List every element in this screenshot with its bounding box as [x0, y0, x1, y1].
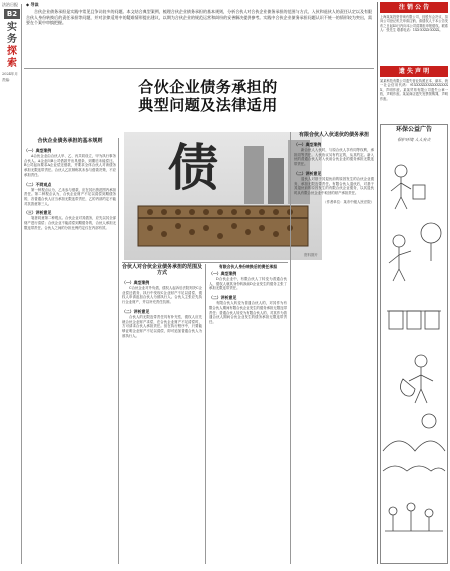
ad-title: 环保公益广告: [395, 126, 432, 133]
column-4: [294, 132, 374, 204]
page-number: B2: [4, 9, 20, 19]
section-char: 实: [7, 22, 17, 33]
cancellation-notice: [380, 2, 448, 33]
paragraph: 新合伙人入伙时，与原合伙人享有同等权利，承担同等责任。入伙协议另有约定的，从其约定。新入伙的普通合伙人对入伙前合伙企业的债务承担无限连带责任。: [294, 148, 374, 167]
debt-character: 债: [168, 138, 218, 197]
headline: [108, 78, 308, 114]
paragraph: 退伙人对基于其退伙前的原因发生的合伙企业债务，承担无限连带责任。有限合伙人退伙后，对基于其退伙前的原因发生的有限合伙企业债务，以其退伙时从有限合伙企业中取回的财产承担责任。: [294, 176, 374, 195]
subheading: （二）评析意见: [209, 295, 237, 301]
masthead-date: 2024年月: [2, 72, 18, 76]
subheading: 有限合伙人身份转换后的责任承担: [218, 264, 278, 269]
masthead-paper: 法治日报: [2, 2, 18, 7]
subheading: （一）典型案例: [24, 148, 52, 153]
public-service-ad: [380, 124, 448, 564]
notice-title-bar: 遗 失 声 明: [380, 66, 448, 77]
notice-text: 上海某某投资咨询有限公司，经股东会决议，拟向公司登记机关申请注销，请债权人于本公告发布之日起45日内向本公司清算组申报债权。联系人：张先生 联系电话：1XX-XXXX-XXXX。: [380, 15, 448, 33]
paragraph: 合伙人的无限连带责任具有补充性，债权人应先就合伙企业财产求偿，在合伙企业财产不足清偿时，方可请求合伙人承担责任。但在执行程序中，只要能够证明企业财产不足以清偿，即可追加普通合伙人为被执行人。: [122, 314, 202, 338]
intro-text: 合伙企业债务承担是实践中常见且争议较多的问题。本文结合典型案例，梳理合伙企业债务承担的基本规则，分析合伙人对合伙企业债务承担的范围与方式、入伙和退伙人的责任认定以及有限合伙人身份转换后的责任承担等问题，并对法律适用中的疑难情形提出建议，以期为合伙企业的规范运营和纠纷的妥善解决提供参考。实践中合伙企业债务承担问题认识不统一的情形较为突出，需要在个案中审慎把握。: [26, 9, 372, 26]
intro-label: ◆ 导读: [26, 2, 39, 7]
subheading: （一）典型案例: [209, 271, 237, 276]
section-heading: 有限合伙人入伙退伙的债务承担: [298, 132, 369, 138]
section-heading: 合伙企业债务承担的基本规则: [37, 138, 103, 144]
illustration: [124, 132, 322, 260]
notice-title-bar: 注 销 公 告: [380, 2, 448, 13]
subheading: （二）评析意见: [122, 308, 150, 314]
ad-caption: 保护环境 人人有责: [397, 137, 431, 142]
loss-notice: [380, 66, 448, 101]
notice-text: 某某科技有限公司遗失营业执照正本、副本，统一社会信用代码：91XXXXXXXXXXXXXXXX，声明作废。某某贸易有限公司遗失公章一枚，声明作废。某某商店遗失发票领购簿，声明作废。: [380, 79, 448, 101]
section-heading: 合伙人对合伙企业债务承担的范围及方式: [122, 264, 203, 276]
headline-line2: 典型问题及法律适用: [138, 96, 278, 114]
image-caption: 资料图片: [304, 253, 318, 257]
ad-illustration: [381, 151, 447, 571]
paragraph: D合伙企业中，有限合伙人丁转变为普通合伙人，债权人就其身份转换前D企业发生的债务主张丁承担无限连带责任。: [209, 277, 287, 291]
headline-line1: 合伙企业债务承担的: [138, 78, 278, 96]
subheading: （一）典型案例: [294, 142, 322, 147]
section-char: 务: [7, 34, 17, 45]
paragraph: 第一种观点认为，乙未参与借款，应在其出资范围内承担责任。第二种观点认为，合伙企业财产不足以清偿到期债务的，各普通合伙人应当承担无限连带责任，乙的内部约定不能对抗善意第三人。: [24, 187, 116, 206]
column-1: [24, 138, 116, 234]
subheading: （一）典型案例: [122, 280, 150, 285]
subheading: （三）评析意见: [24, 210, 52, 216]
intro-box: [26, 2, 372, 64]
abacus-graphic: [124, 132, 322, 260]
section-char: 索: [7, 58, 17, 69]
section-char: 探: [7, 46, 17, 57]
column-3: [209, 264, 287, 325]
column-2: [122, 264, 202, 338]
subheading: （二）不同观点: [24, 181, 52, 187]
paragraph: 有限合伙人转变为普通合伙人的，对其作为有限合伙人期间有限合伙企业发生的债务承担无限连带责任；普通合伙人转变为有限合伙人的，对其作为普通合伙人期间合伙企业发生的债务承担无限连带责任。: [209, 301, 287, 324]
section-vertical-title: [4, 22, 20, 70]
subheading: （二）评析意见: [294, 170, 322, 176]
masthead-editor: 责编：: [2, 78, 13, 82]
paragraph: A合伙企业由合伙人甲、乙、丙共同设立，甲为执行事务合伙人。A企业向B公司借款并出具借条，到期后未能偿还。B公司起诉要求A企业偿还借款，并要求全体合伙人对该债务承担无限连带责任。合伙人乙抗辩称其未参与借款决策，不应承担责任。: [24, 154, 116, 177]
paragraph: 笔者同意第二种观点。合伙企业对其债务，应先以其全部财产进行清偿；合伙企业不能清偿到期债务的，合伙人承担无限连带责任。合伙人之间的分担比例约定仅在内部有效。: [24, 216, 116, 230]
paragraph: C合伙企业对外负债，债权人起诉后法院判决C企业偿还债务，执行中发现C企业财产不足以清偿，债权人申请追加合伙人为被执行人。合伙人主张应先执行企业财产，并以补充责任抗辩。: [122, 286, 202, 305]
author-note: （作者单位：某市中级人民法院）: [323, 199, 374, 204]
